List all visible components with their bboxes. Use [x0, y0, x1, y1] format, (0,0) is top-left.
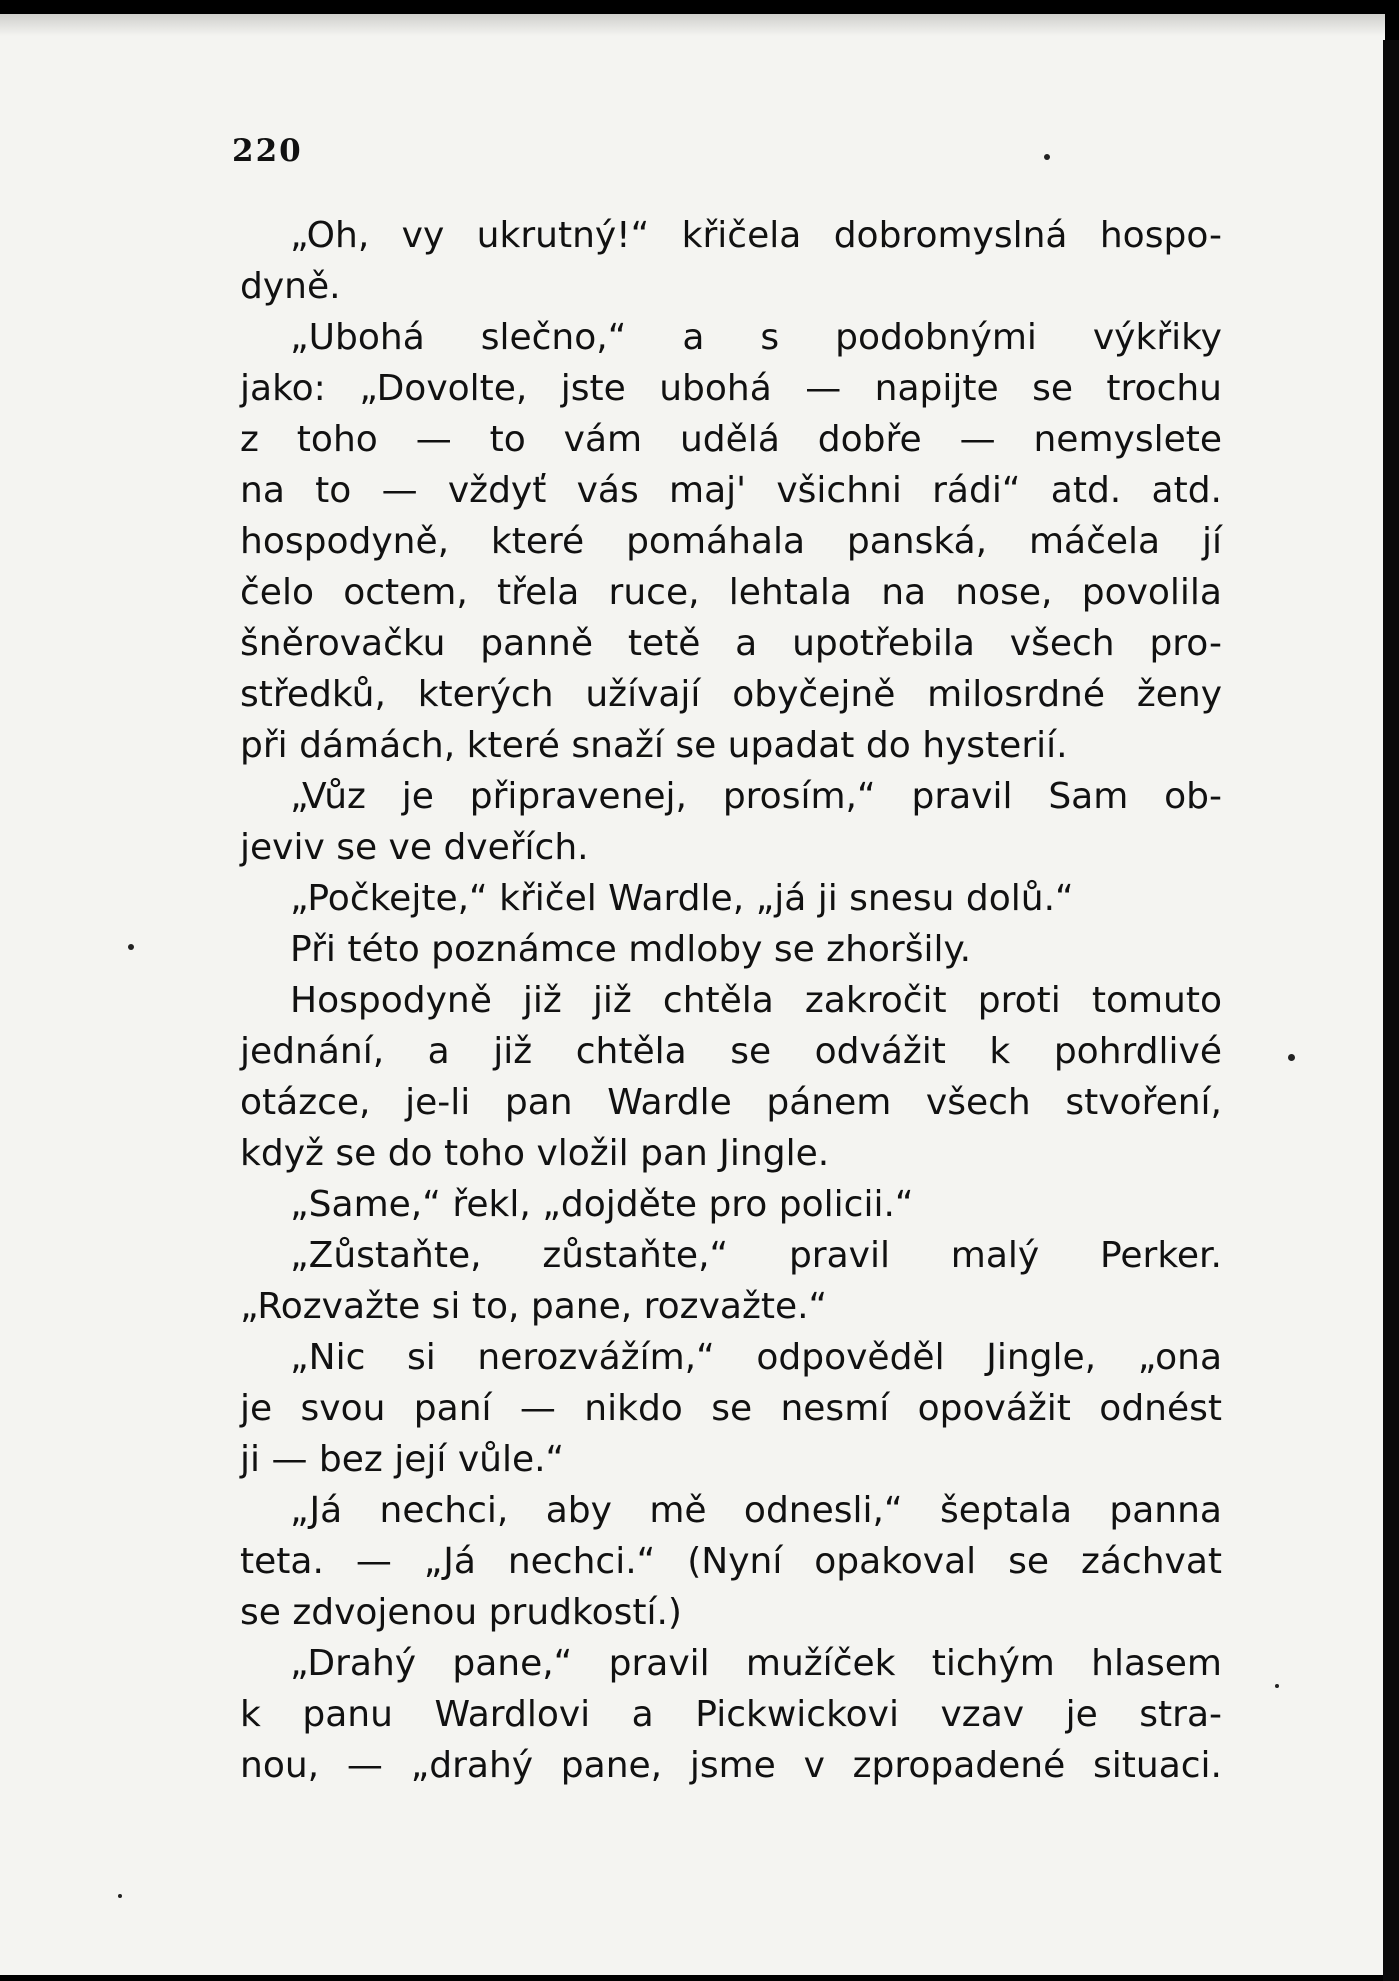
print-speck — [1275, 1684, 1279, 1688]
text-line: „Drahý pane,“ pravil mužíček tichým hlasem — [290, 1643, 1222, 1684]
page-top-shadow — [0, 14, 1385, 36]
text-line: se zdvojenou prudkostí.) — [240, 1592, 682, 1633]
text-line: jako: „Dovolte, jste ubohá — napijte se trochu — [240, 368, 1222, 409]
text-line: k panu Wardlovi a Pickwickovi vzav je stra- — [240, 1694, 1222, 1735]
text-line: teta. — „Já nechci.“ (Nyní opakoval se záchvat — [240, 1541, 1222, 1582]
text-line: ji — bez její vůle.“ — [240, 1439, 565, 1480]
text-line: otázce, je-li pan Wardle pánem všech stvoření, — [240, 1082, 1222, 1123]
text-line: šněrovačku panně tetě a upotřebila všech pro- — [240, 623, 1222, 664]
text-line: „Nic si nerozvážím,“ odpověděl Jingle, „ona — [290, 1337, 1222, 1378]
text-line: „Same,“ řekl, „dojděte pro policii.“ — [290, 1184, 914, 1225]
text-line: když se do toho vložil pan Jingle. — [240, 1133, 830, 1174]
text-line: při dámách, které snaží se upadat do hysterií. — [240, 725, 1068, 766]
book-page — [0, 14, 1385, 1975]
text-line: „Počkejte,“ křičel Wardle, „já ji snesu dolů.“ — [290, 878, 1074, 919]
text-line: čelo octem, třela ruce, lehtala na nose, povolila — [240, 572, 1222, 613]
text-line: Při této poznámce mdloby se zhoršily. — [290, 929, 972, 970]
text-line: „Rozvažte si to, pane, rozvažte.“ — [240, 1286, 828, 1327]
text-line: na to — vždyť vás maj' všichni rádi“ atd. atd. — [240, 470, 1222, 511]
text-line: středků, kterých užívají obyčejně milosrdné ženy — [240, 674, 1222, 715]
print-speck — [118, 1894, 122, 1898]
text-line: „Ubohá slečno,“ a s podobnými výkřiky — [290, 317, 1222, 358]
print-speck — [1288, 1054, 1295, 1061]
text-line: je svou paní — nikdo se nesmí opovážit odnést — [240, 1388, 1222, 1429]
text-line: dyně. — [240, 266, 341, 307]
text-line: hospodyně, které pomáhala panská, máčela jí — [240, 521, 1222, 562]
text-line: „Oh, vy ukrutný!“ křičela dobromyslná hospo- — [290, 215, 1222, 256]
page-number: 220 — [232, 133, 303, 169]
text-line: z toho — to vám udělá dobře — nemyslete — [240, 419, 1222, 460]
body-text — [240, 210, 1222, 1791]
text-line: nou, — „drahý pane, jsme v zpropadené situaci. — [240, 1745, 1222, 1786]
text-line: jednání, a již chtěla se odvážit k pohrdlivé — [240, 1031, 1222, 1072]
print-speck — [128, 944, 134, 950]
text-line: „Já nechci, aby mě odnesli,“ šeptala panna — [290, 1490, 1222, 1531]
text-line: jeviv se ve dveřích. — [240, 827, 589, 868]
print-speck — [1044, 154, 1050, 160]
text-line: Hospodyně již již chtěla zakročit proti tomuto — [290, 980, 1222, 1021]
text-line: „Vůz je připravenej, prosím,“ pravil Sam ob- — [290, 776, 1222, 817]
text-line: „Zůstaňte, zůstaňte,“ pravil malý Perker. — [290, 1235, 1222, 1276]
page-right-edge — [1383, 40, 1399, 1981]
